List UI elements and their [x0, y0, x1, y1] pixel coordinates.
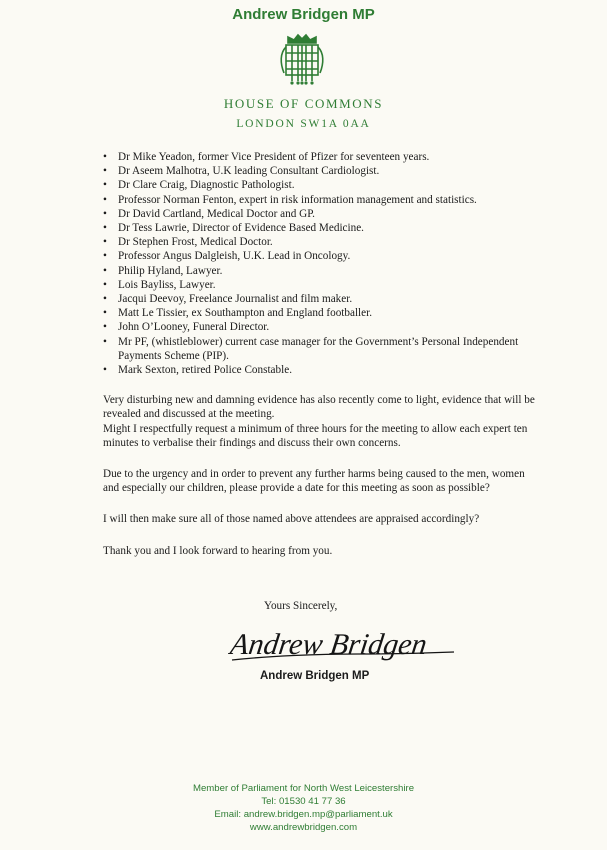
address-line: LONDON SW1A 0AA: [236, 118, 371, 130]
letter-body: [103, 150, 543, 558]
portcullis-icon: [278, 33, 326, 87]
list-item: • Professor Norman Fenton, expert in risk information management and statistics.: [103, 193, 543, 207]
thanks-paragraph: Thank you and I look forward to hearing from you.: [103, 544, 333, 557]
constituency-line: Member of Parliament for North West Leicestershire: [192, 783, 415, 794]
list-item: • Mark Sexton, retired Police Constable.: [103, 363, 543, 377]
urgency-paragraph: Due to the urgency and in order to prevent any further harms being caused to the men, women and especially our children, please provide a date for this meeting as soon as possible?: [103, 468, 525, 495]
letterhead-name: Andrew Bridgen MP: [232, 6, 375, 23]
list-item: • Dr Aseem Malhotra, U.K leading Consultant Cardiologist.: [103, 164, 543, 178]
evidence-paragraph: Very disturbing new and damning evidence has also recently come to light, evidence that will be revealed and discussed at the meeting.: [103, 394, 535, 421]
list-item: • Dr Clare Craig, Diagnostic Pathologist.: [103, 178, 543, 192]
footer: [0, 782, 607, 834]
signature-text: Andrew Bridgen: [228, 627, 430, 661]
request-paragraph: Might I respectfully request a minimum of three hours for the meeting to allow each expert ten minutes to verbalise their findings and discuss their own concerns.: [103, 422, 528, 449]
list-item: • Lois Bayliss, Lawyer.: [103, 278, 543, 292]
list-item: • Dr Stephen Frost, Medical Doctor.: [103, 235, 543, 249]
list-item: • Professor Angus Dalgleish, U.K. Lead in Oncology.: [103, 249, 543, 263]
appraisal-paragraph: I will then make sure all of those named above attendees are appraised accordingly?: [103, 513, 480, 526]
list-item: • Dr Mike Yeadon, former Vice President of Pfizer for seventeen years.: [103, 150, 543, 164]
house-of-commons-heading: HOUSE OF COMMONS: [223, 96, 384, 111]
telephone: Tel: 01530 41 77 36: [261, 796, 346, 807]
sign-off: Yours Sincerely,: [264, 600, 338, 612]
website[interactable]: www.andrewbridgen.com: [249, 822, 358, 833]
list-item: • Dr David Cartland, Medical Doctor and GP.: [103, 207, 543, 221]
signature: [228, 620, 458, 668]
email[interactable]: Email: andrew.bridgen.mp@parliament.uk: [214, 809, 393, 820]
list-item: • Mr PF, (whistleblower) current case manager for the Government’s Personal Independent Payments Scheme (PIP).: [103, 335, 543, 363]
list-item: • Philip Hyland, Lawyer.: [103, 264, 543, 278]
list-item: • Dr Tess Lawrie, Director of Evidence Based Medicine.: [103, 221, 543, 235]
list-item: • Jacqui Deevoy, Freelance Journalist and film maker.: [103, 292, 543, 306]
signatory-name: Andrew Bridgen MP: [260, 670, 370, 682]
list-item: • Matt Le Tissier, ex Southampton and England footballer.: [103, 306, 543, 320]
attendee-list: [103, 150, 543, 377]
list-item: • John O’Looney, Funeral Director.: [103, 320, 543, 334]
